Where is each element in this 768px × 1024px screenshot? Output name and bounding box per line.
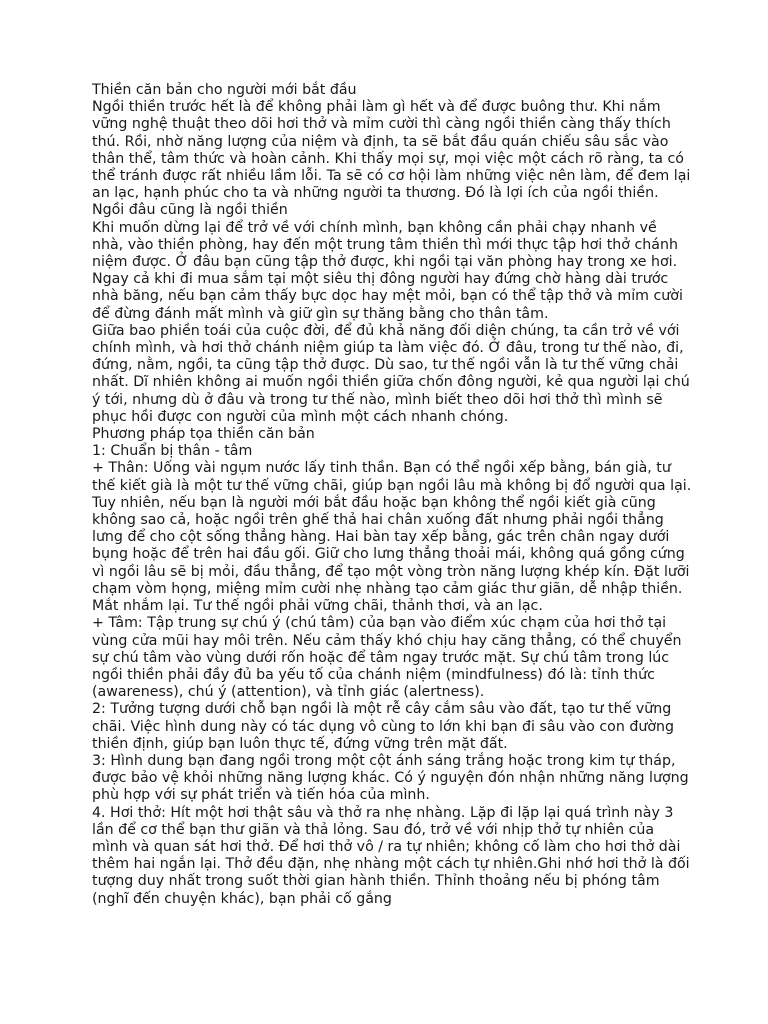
paragraph: Giữa bao phiền toái của cuộc đời, để đủ khả năng đối diện chúng, ta cần trở về với chính mình, và hơi thở chánh niệm giúp ta làm việc đó. Ở đâu, trong tư thế nào, đi, đứng, nằm, ngồi, ta cũng tập thở được. Dù sao, tư thế ngồi vẫn là tư thế vững chải nhất. Dĩ nhiên không ai muốn ngồi thiền giữa chốn đông người, kẻ qua người lại chú ý tới, nhưng dù ở đâu và trong tư thế nào, mình biết theo dõi hơi thở thì mình sẽ phục hồi được con người của mình một cách nhanh chóng. [92,322,690,425]
document-title: Thiền căn bản cho người mới bắt đầu [92,82,357,98]
paragraph: 2: Tưởng tượng dưới chỗ bạn ngồi là một rễ cây cắm sâu vào đất, tạo tư thế vững chãi. Việc hình dung này có tác dụng vô cùng to lớn khi bạn đi sâu vào con đường thiền định, giúp bạn luôn thực tế, đứng vững trên mặt đất. [92,701,675,752]
paragraph: + Tâm: Tập trung sự chú ý (chú tâm) của bạn vào điểm xúc chạm của hơi thở tại vùng cửa mũi hay môi trên. Nếu cảm thấy khó chịu hay căng thẳng, có thể chuyển sự chú tâm vào vùng dưới rốn hoặc để tâm ngay trước mặt. Sự chú tâm trong lúc ngồi thiền phải đầy đủ ba yếu tố của chánh niệm (mindfulness) đó là: tỉnh thức (awareness), chú ý (attention), và tỉnh giác (alertness). [92,615,682,701]
paragraph: 3: Hình dung bạn đang ngồi trong một cột ánh sáng trắng hoặc trong kim tự tháp, được bảo vệ khỏi những năng lượng khác. Có ý nguyện đón nhận những năng lượng phù hợp với sự phát triển và tiến hóa của mình. [92,752,689,804]
document-body [92,82,692,908]
section-heading: Ngồi đâu cũng là ngồi thiền [92,202,288,219]
section-heading: Phương pháp tọa thiền căn bản [92,426,315,443]
step-heading: 1: Chuẩn bị thân - tâm [92,443,253,460]
paragraph: 4. Hơi thở: Hít một hơi thật sâu và thở ra nhẹ nhàng. Lặp đi lặp lại quá trình này 3 lần để cơ thể bạn thư giãn và thả lỏng. Sau đó, trở về với nhịp thở tự nhiên của mình và quan sát hơi thở. Để hơi thở vô / ra tự nhiên; không cố làm cho hơi thở dài thêm hai ngắn lại. Thở đều đặn, nhẹ nhàng một cách tự nhiên.Ghi nhớ hơi thở là đối tượng duy nhất trong suốt thời gian hành thiền. Thỉnh thoảng nếu bị phóng tâm (nghĩ đến chuyện khác), bạn phải cố gắng [92,804,690,907]
paragraph-intro: Ngồi thiền trước hết là để không phải làm gì hết và để được buông thư. Khi nắm vững nghệ thuật theo dõi hơi thở và mỉm cười thì càng ngồi thiền càng thấy thích thú. Rồi, nhờ năng lượng của niệm và định, ta sẽ bắt đầu quán chiếu sâu sắc vào thân thể, tâm thức và hoàn cảnh. Khi thấy mọi sự, mọi việc một cách rõ ràng, ta có thể tránh được rất nhiều lầm lỗi. Ta sẽ có cơ hội làm những việc nên làm, để đem lại an lạc, hạnh phúc cho ta và những người ta thương. Đó là lợi ích của ngồi thiền. [92,99,691,202]
paragraph: Khi muốn dừng lại để trở về với chính mình, bạn không cần phải chạy nhanh về nhà, vào thiền phòng, hay đến một trung tâm thiền thì mới thực tập hơi thở chánh niệm được. Ở đâu bạn cũng tập thở được, khi ngồi tại văn phòng hay trong xe hơi. Ngay cả khi đi mua sắm tại một siêu thị đông người hay đứng chờ hàng dài trước nhà băng, nếu bạn cảm thấy bực dọc hay mệt mỏi, bạn có thể tập thở và mỉm cười để đừng đánh mất mình và giữ gìn sự thăng bằng cho thân tâm. [92,219,683,322]
paragraph: + Thân: Uống vài ngụm nước lấy tinh thần. Bạn có thể ngồi xếp bằng, bán già, tư thế kiết già là một tư thế vững chãi, giúp bạn ngồi lâu mà không bị đổ người qua lại. Tuy nhiên, nếu bạn là người mới bắt đầu hoặc bạn không thể ngồi kiết già cũng không sao cả, hoặc ngồi trên ghế thả hai chân xuống đất nhưng phải ngồi thẳng lưng để cho cột sống thẳng hàng. Hai bàn tay xếp bằng, gác trên chân ngay dưới bụng hoặc để trên hai đầu gối. Giữ cho lưng thẳng thoải mái, không quá gồng cứng vì ngồi lâu sẽ bị mỏi, đầu thẳng, để tạo một vòng tròn năng lượng khép kín. Đặt lưỡi chạm vòm họng, miệng mỉm cười nhẹ nhàng tạo cảm giác thư giãn, dễ nhập thiền. Mắt nhắm lại. Tư thế ngồi phải vững chãi, thảnh thơi, và an lạc. [92,460,692,615]
